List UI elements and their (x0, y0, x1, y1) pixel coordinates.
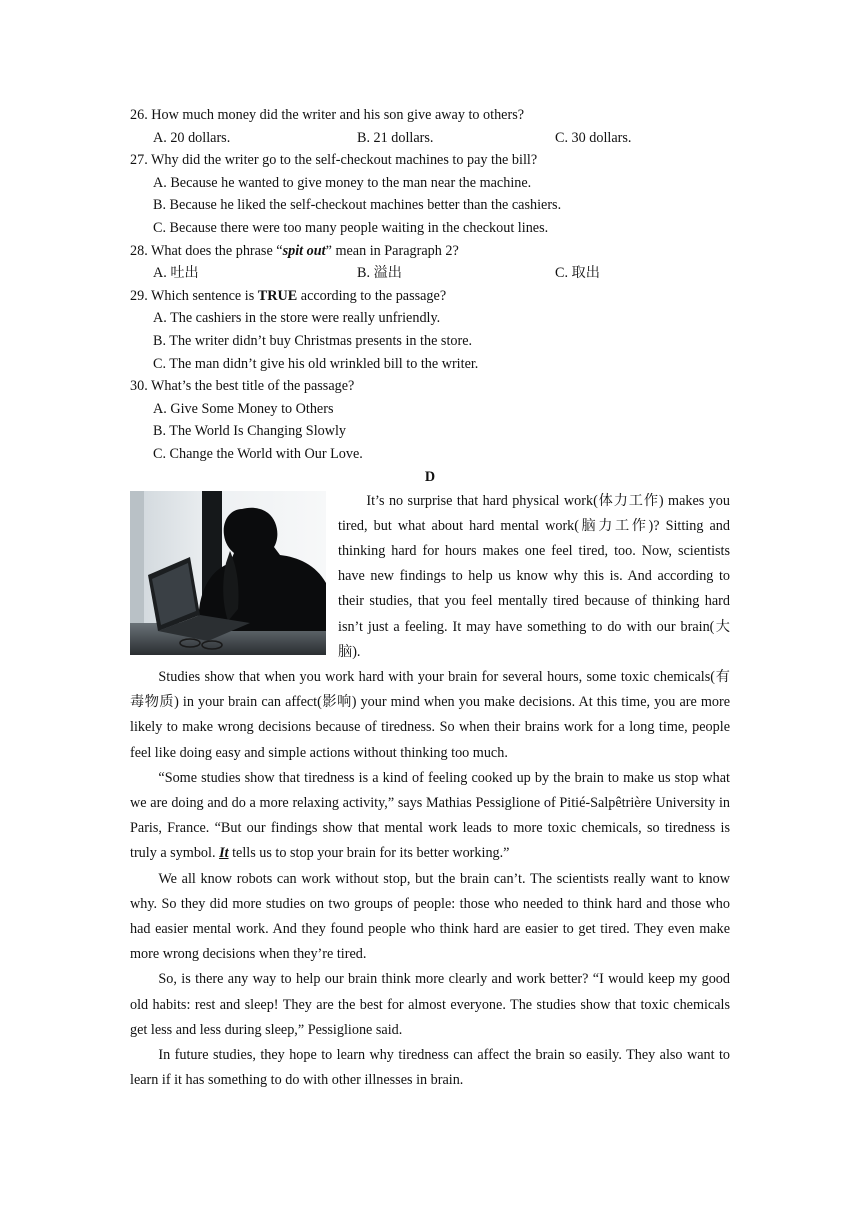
option-a: A. 吐出 (153, 265, 199, 282)
exam-page (130, 104, 730, 1093)
option-a: A. Because he wanted to give money to the man near the machine. (153, 174, 532, 191)
question-29-emphasis: TRUE (257, 287, 298, 304)
paragraph-6: In future studies, they hope to learn why tiredness can affect the brain so easily. They also want to learn if it has something to do with other illnesses in brain. (130, 1046, 730, 1089)
article (130, 489, 730, 1094)
paragraph-3 (130, 766, 730, 867)
question-28-suffix: ” mean in Paragraph 2? (325, 242, 459, 259)
paragraph-3-text-end: tells us to stop your brain for its better working.” (228, 845, 510, 862)
photo-man-at-laptop (130, 491, 326, 655)
question-29 (130, 285, 730, 308)
question-29-suffix: according to the passage? (297, 287, 447, 304)
question-26: 26. How much money did the writer and his son give away to others? (130, 107, 525, 123)
question-27: 27. Why did the writer go to the self-checkout machines to pay the bill? (130, 152, 538, 169)
option-b: B. The writer didn’t buy Christmas presents in the store. (153, 332, 473, 349)
question-26-options (130, 127, 730, 150)
option-b: B. Because he liked the self-checkout machines better than the cashiers. (153, 197, 562, 214)
paragraph-4: We all know robots can work without stop, but the brain can’t. The scientists really want to know why. So they did more studies on two groups of people: those who needed to think hard and those who had easier mental work. And they found people who think hard are easier to get tired. They even make more wrong decisions when they’re tired. (130, 870, 730, 963)
section-label: D (424, 468, 436, 485)
question-29-prefix: 29. Which sentence is (130, 287, 258, 304)
paragraph-1: It’s no surprise that hard physical work(体力工作) makes you tired, but what about hard mental work(脑力工作)? Sitting and thinking hard for hours makes one feel tired, too. Now, scientists have new findings to help us know why this is. And according to their studies, that you feel mentally tired because of thinking hard isn’t just a feeling. It may have something to do with our brain(大脑). (338, 492, 730, 660)
option-a: A. The cashiers in the store were really unfriendly. (153, 310, 441, 327)
option-b: B. The World Is Changing Slowly (153, 423, 347, 440)
option-c: C. 30 dollars. (555, 129, 632, 146)
question-28-phrase: spit out (282, 242, 326, 259)
question-28 (130, 240, 730, 263)
option-a: A. 20 dollars. (153, 129, 231, 146)
option-c: C. Because there were too many people waiting in the checkout lines. (153, 219, 549, 236)
option-b: B. 21 dollars. (357, 129, 434, 146)
option-c: C. The man didn’t give his old wrinkled bill to the writer. (153, 355, 479, 372)
option-a: A. Give Some Money to Others (153, 400, 334, 417)
option-b: B. 溢出 (357, 265, 402, 282)
question-28-prefix: 28. What does the phrase “ (130, 242, 283, 259)
option-c: C. Change the World with Our Love. (153, 445, 363, 462)
option-c: C. 取出 (555, 265, 600, 282)
paragraph-5: So, is there any way to help our brain think more clearly and work better? “I would keep my good old habits: rest and sleep! They are the best for almost everyone. The studies show that toxic chemicals get less and less during sleep,” Pessiglione said. (130, 971, 730, 1038)
paragraph-2: Studies show that when you work hard with your brain for several hours, some toxic chemicals(有毒物质) in your brain can affect(影响) your mind when you make decisions. At this time, you are more likely to make wrong decisions because of tiredness. So when their brains work for a long time, people feel like doing easy and simple actions without thinking too much. (130, 668, 730, 761)
underlined-it: It (219, 845, 229, 862)
question-28-options (130, 262, 730, 285)
paragraph-3-text: “Some studies show that tiredness is a kind of feeling cooked up by the brain to make us stop what we are doing and do a more relaxing activity,” says Mathias Pessiglione of Pitié-Salpêtrière University in Paris, France. “But our findings show that mental work leads to more toxic chemicals, so tiredness is truly a symbol. (130, 769, 730, 862)
question-30: 30. What’s the best title of the passage? (130, 378, 355, 395)
